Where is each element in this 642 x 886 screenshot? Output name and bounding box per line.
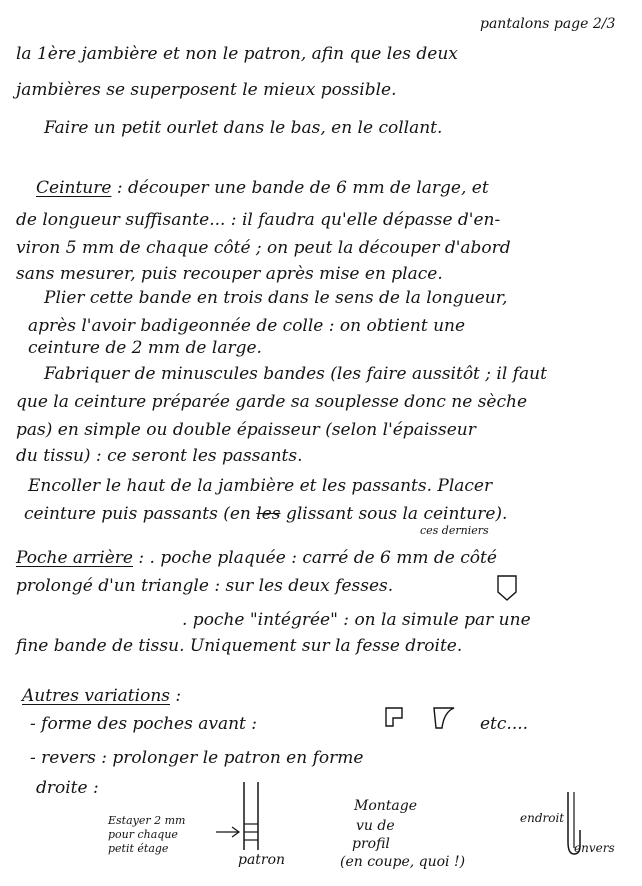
ceinture-line-6: après l'avoir badigeonnée de colle : on obtient une bbox=[28, 316, 466, 336]
ceinture-insert-note: ces derniers bbox=[420, 524, 489, 537]
ceinture-line-11: du tissu) : ce seront les passants. bbox=[16, 446, 303, 466]
page-label: pantalons page 2/3 bbox=[480, 16, 616, 32]
ceinture-line-3: viron 5 mm de chaque côté ; on peut la découper d'abord bbox=[16, 238, 511, 258]
montage-line-1: Montage bbox=[354, 798, 417, 814]
autres-line-1-tail: etc.... bbox=[480, 714, 529, 734]
ceinture-line-12: Encoller le haut de la jambière et les passants. Placer bbox=[28, 476, 493, 496]
ceinture-line-13 bbox=[24, 504, 507, 524]
ceinture-text-13b: glissant sous la ceinture). bbox=[285, 504, 508, 524]
poche-avant-sketch-1 bbox=[384, 706, 406, 728]
autres-heading-suffix: : bbox=[175, 686, 182, 706]
ceinture-line-1 bbox=[36, 178, 489, 198]
sketch-note-left-1: Estayer 2 mm bbox=[108, 814, 186, 827]
autres-line-2: - revers : prolonger le patron en forme bbox=[30, 748, 364, 768]
ceinture-line-4: sans mesurer, puis recouper après mise en place. bbox=[16, 264, 443, 284]
envers-label: envers bbox=[574, 841, 615, 855]
ceinture-text-1: : découper une bande de 6 mm de large, et bbox=[116, 178, 489, 198]
intro-line-1: la 1ère jambière et non le patron, afin que les deux bbox=[16, 44, 458, 64]
intro-line-3: Faire un petit ourlet dans le bas, en le collant. bbox=[44, 118, 443, 138]
autres-heading: Autres variations bbox=[22, 686, 170, 706]
poche-avant-sketch-2 bbox=[432, 706, 456, 730]
montage-line-3: profil bbox=[352, 836, 390, 852]
sketch-note-left-2: pour chaque bbox=[108, 828, 178, 841]
poche-heading: Poche arrière bbox=[16, 548, 133, 568]
poche-text-1: : . poche plaquée : carré de 6 mm de côté bbox=[138, 548, 497, 568]
montage-line-4: (en coupe, quoi !) bbox=[340, 854, 466, 870]
endroit-label: endroit bbox=[520, 811, 565, 825]
ceinture-text-13a: ceinture puis passants (en bbox=[24, 504, 251, 524]
ceinture-line-2: de longueur suffisante... : il faudra qu'elle dépasse d'en- bbox=[16, 210, 501, 230]
patron-label: patron bbox=[238, 852, 286, 868]
patron-revers-sketch bbox=[214, 780, 284, 854]
autres-line-3: droite : bbox=[36, 778, 99, 798]
autres-line-1: - forme des poches avant : bbox=[30, 714, 258, 734]
poche-plaquee-sketch bbox=[496, 574, 520, 602]
poche-line-3: . poche "intégrée" : on la simule par une bbox=[182, 610, 531, 630]
ceinture-line-10: pas) en simple ou double épaisseur (selon l'épaisseur bbox=[16, 420, 476, 440]
ceinture-struck-word: les bbox=[256, 504, 281, 524]
poche-line-2: prolongé d'un triangle : sur les deux fesses. bbox=[16, 576, 394, 596]
poche-line-4: fine bande de tissu. Uniquement sur la fesse droite. bbox=[16, 636, 463, 656]
montage-line-2: vu de bbox=[356, 818, 395, 834]
autres-heading-line bbox=[22, 686, 181, 706]
ceinture-line-7: ceinture de 2 mm de large. bbox=[28, 338, 262, 358]
intro-line-2: jambières se superposent le mieux possible. bbox=[16, 80, 397, 100]
ceinture-heading: Ceinture bbox=[36, 178, 112, 198]
sketch-note-left-3: petit étage bbox=[108, 842, 169, 855]
ceinture-line-9: que la ceinture préparée garde sa souplesse donc ne sèche bbox=[16, 392, 528, 412]
ceinture-line-5: Plier cette bande en trois dans le sens de la longueur, bbox=[44, 288, 508, 308]
ceinture-line-8: Fabriquer de minuscules bandes (les faire aussitôt ; il faut bbox=[44, 364, 547, 384]
poche-line-1 bbox=[16, 548, 497, 568]
